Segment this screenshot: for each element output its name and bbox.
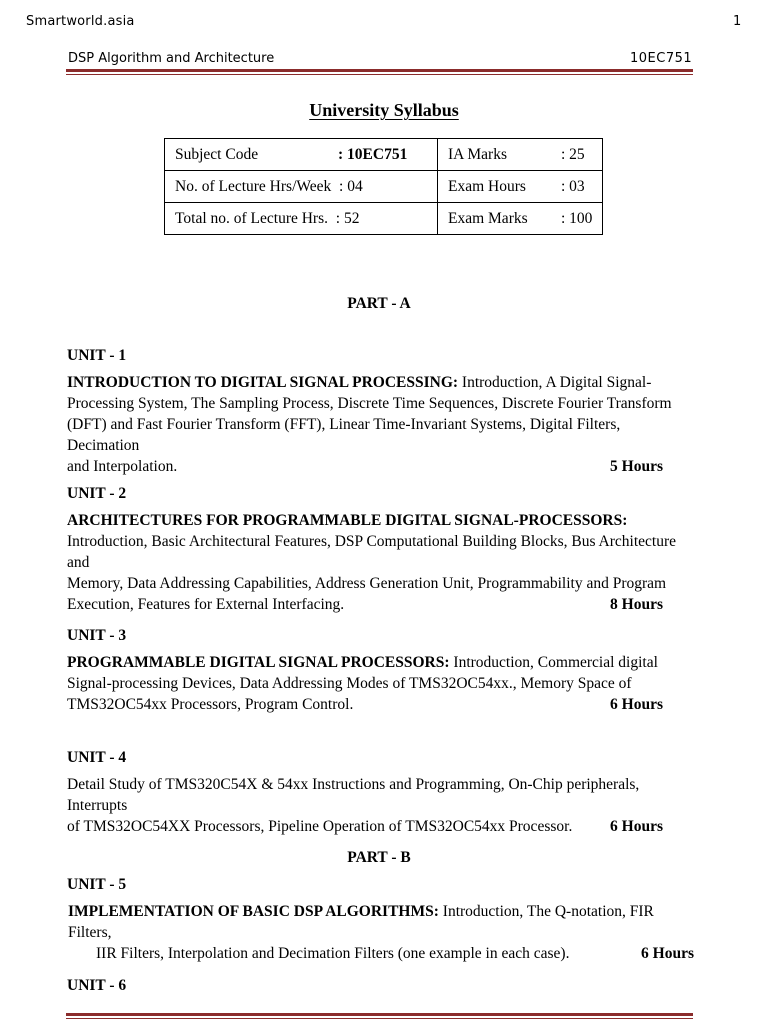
unit-5-heading: IMPLEMENTATION OF BASIC DSP ALGORITHMS: [68,903,439,920]
unit-1-line2: Processing System, The Sampling Process, Discrete Time Sequences, Discrete Fourier Transform [67,395,672,412]
unit-4-line2: of TMS32OC54XX Processors, Pipeline Operation of TMS32OC54xx Processor. [67,818,573,835]
unit-4-content [67,774,689,837]
lecture-week-value: : 04 [339,177,363,195]
unit-4-label: UNIT - 4 [67,749,127,766]
table-row [165,139,603,171]
total-lecture-label: Total no. of Lecture Hrs. [175,209,329,227]
unit-1-heading: INTRODUCTION TO DIGITAL SIGNAL PROCESSING: [67,374,459,391]
table-cell [438,171,603,203]
total-lecture-value: : 52 [335,209,360,227]
ia-marks-value: : 25 [561,145,585,163]
unit-5-last-line [68,943,694,964]
unit-1-last-line [67,456,689,477]
unit-5-label: UNIT - 5 [67,876,127,893]
header-subject: DSP Algorithm and Architecture [68,51,275,66]
unit-2-heading: ARCHITECTURES FOR PROGRAMMABLE DIGITAL SIGNAL-PROCESSORS: [67,512,628,529]
unit-3-line2: Signal-processing Devices, Data Addressing Modes of TMS32OC54xx., Memory Space of [67,675,632,692]
page-number: 1 [733,14,742,29]
unit-3-line3: TMS32OC54xx Processors, Program Control. [67,696,354,713]
part-a-heading: PART - A [347,295,411,312]
table-cell [165,139,438,171]
unit-6-label: UNIT - 6 [67,977,127,994]
table-cell [165,203,438,235]
unit-2-heading-line [67,510,689,531]
table-cell [438,139,603,171]
unit-1-line3: (DFT) and Fast Fourier Transform (FFT), Linear Time-Invariant Systems, Digital Filters, Decimation [67,416,621,454]
unit-2-hours: 8 Hours [610,596,663,613]
exam-marks-value: : 100 [561,209,593,227]
header-code: 10EC751 [630,51,693,66]
unit-1-content [67,372,689,477]
subject-code-value: : 10EC751 [338,145,408,163]
page-title [0,100,768,121]
table-cell [165,171,438,203]
unit-5-line2: IIR Filters, Interpolation and Decimation Filters (one example in each case). [96,945,570,962]
unit-4-last-line [67,816,689,837]
unit-2-line3: Execution, Features for External Interfacing. [67,596,345,613]
site-name: Smartworld.asia [26,14,135,29]
unit-2-label: UNIT - 2 [67,485,127,502]
syllabus-info-table [164,138,603,235]
part-b-heading: PART - B [347,849,411,866]
unit-4-hours: 6 Hours [610,818,663,835]
unit-3-hours: 6 Hours [610,696,663,713]
exam-marks-label: Exam Marks [448,209,528,227]
unit-1-line1: Introduction, A Digital Signal- [458,374,652,391]
table-cell [438,203,603,235]
ia-marks-label: IA Marks [448,145,507,163]
unit-3-line1: Introduction, Commercial digital [449,654,658,671]
unit-3-content [67,652,689,715]
header-rule-thin [66,74,693,75]
subject-code-label: Subject Code [175,145,259,163]
unit-3-heading: PROGRAMMABLE DIGITAL SIGNAL PROCESSORS: [67,654,450,671]
exam-hours-label: Exam Hours [448,177,526,195]
unit-2-line2: Memory, Data Addressing Capabilities, Address Generation Unit, Programmability and Program [67,575,667,592]
unit-3-last-line [67,694,689,715]
unit-1-hours: 5 Hours [610,458,663,475]
unit-1-label: UNIT - 1 [67,347,127,364]
unit-2-line1: Introduction, Basic Architectural Features, DSP Computational Building Blocks, Bus Architecture and [67,533,676,571]
unit-5-content [68,901,694,964]
table-row [165,171,603,203]
table-row [165,203,603,235]
footer-rule-thin [66,1018,693,1019]
unit-3-line [67,652,689,673]
lecture-week-label: No. of Lecture Hrs/Week [175,177,332,195]
unit-4-line1: Detail Study of TMS320C54X & 54xx Instructions and Programming, On-Chip peripherals, Interrupts [67,776,640,814]
unit-1-line4: and Interpolation. [67,458,178,475]
footer-rule [66,1013,693,1016]
unit-2-content [67,510,689,615]
unit-5-line [68,901,694,943]
unit-1-line [67,372,689,393]
header-rule [66,69,693,72]
unit-3-label: UNIT - 3 [67,627,127,644]
unit-5-line1: Introduction, The Q-notation, FIR Filters, [68,903,654,941]
unit-5-hours: 6 Hours [641,945,694,962]
exam-hours-value: : 03 [561,177,585,195]
unit-2-last-line [67,594,689,615]
page-title-text: University Syllabus [309,100,459,120]
